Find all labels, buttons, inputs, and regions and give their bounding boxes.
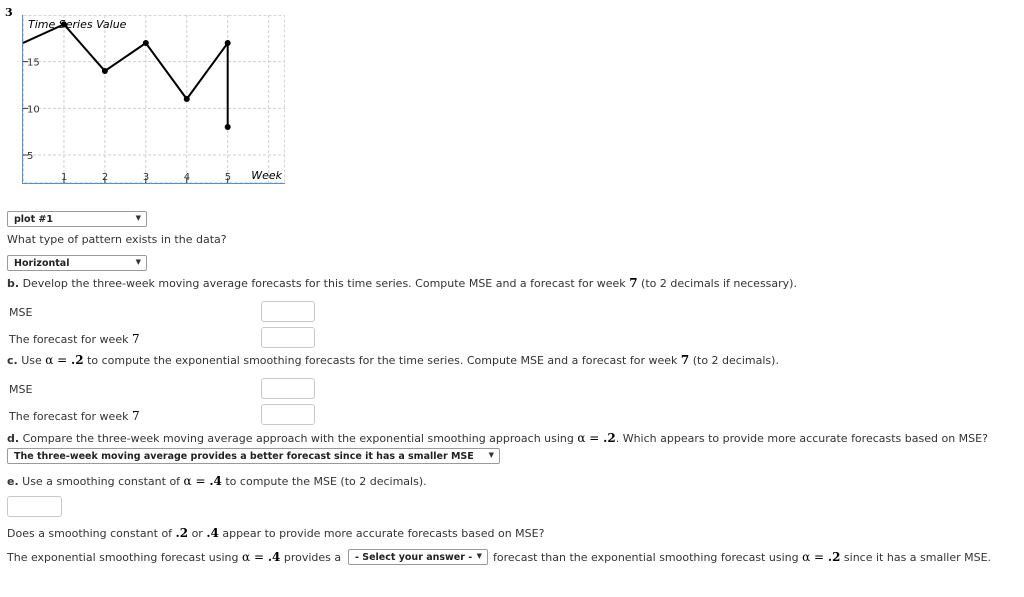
plot-select[interactable] [7, 211, 147, 227]
part-b-text-after: (to 2 decimals if necessary). [637, 277, 797, 290]
part-e-s-value1: .4 [267, 550, 281, 564]
chevron-down-icon: ▼ [476, 552, 482, 560]
y-tick-label: 5 [27, 151, 34, 162]
plot-svg [23, 15, 285, 183]
data-point [225, 124, 231, 130]
part-c-alpha: α [45, 353, 54, 367]
chevron-down-icon: ▼ [488, 451, 494, 459]
part-e-q2-text: Does a smoothing constant of [7, 527, 176, 540]
part-c-forecast-label [9, 409, 140, 423]
x-axis-label: Week [251, 169, 282, 182]
part-e-s-mid: forecast than the exponential smoothing forecast using [493, 551, 803, 564]
part-e-statement-start [7, 550, 341, 564]
question-number: 3 [5, 6, 13, 19]
data-point [184, 96, 190, 102]
pattern-question: What type of pattern exists in the data? [7, 233, 227, 246]
part-e-s-provides: provides a [280, 551, 342, 564]
series-line [23, 24, 228, 127]
part-e-q2-value2: .4 [206, 526, 219, 540]
part-d-alpha-value: .2 [603, 431, 616, 445]
part-e-s-text: The exponential smoothing forecast using [7, 551, 243, 564]
x-tick-label: 5 [224, 172, 232, 183]
chart-title: Time Series Value [28, 18, 127, 31]
part-e-s-eq: = [250, 550, 268, 564]
part-e-s-value2: .2 [827, 550, 841, 564]
chevron-down-icon: ▼ [135, 214, 141, 222]
part-c-forecast-text: The forecast for week [9, 410, 132, 423]
part-b-week: 7 [629, 276, 638, 290]
part-c-forecast-week: 7 [131, 409, 140, 423]
part-c-mse-input[interactable] [261, 378, 315, 399]
part-e-select-value: - Select your answer - [355, 552, 473, 563]
part-e-s-after: since it has a smaller MSE. [840, 551, 992, 564]
part-d-question [7, 431, 988, 445]
part-e-text-after: to compute the MSE (to 2 decimals). [221, 475, 427, 488]
part-b-mse-input[interactable] [261, 301, 315, 322]
part-b-forecast-input[interactable] [261, 327, 315, 348]
chevron-down-icon: ▼ [135, 258, 141, 266]
part-e-compare-question [7, 526, 544, 540]
part-b-label: b. [7, 277, 20, 290]
part-e-q2-or: or [188, 527, 207, 540]
part-e-mse-input[interactable] [7, 496, 62, 517]
part-c-label: c. [7, 354, 18, 367]
part-c-question [7, 353, 779, 367]
part-e-text: Use a smoothing constant of [22, 475, 184, 488]
y-tick-label: 10 [27, 104, 40, 116]
plot-select-value: plot #1 [14, 214, 54, 225]
part-c-week: 7 [680, 353, 690, 367]
part-c-forecast-input[interactable] [261, 404, 315, 425]
part-c-mse-label: MSE [9, 383, 33, 396]
part-b-forecast-label [9, 332, 140, 346]
plot-border [24, 16, 285, 183]
part-e-q2-text-after: appear to provide more accurate forecasts based on MSE? [218, 527, 545, 540]
part-e-label: e. [7, 475, 19, 488]
part-b-forecast-text: The forecast for week [9, 333, 132, 346]
part-c-text-after: (to 2 decimals). [689, 354, 779, 367]
pattern-select-value: Horizontal [14, 258, 70, 269]
part-b-mse-label: MSE [9, 306, 33, 319]
part-d-text-after: . Which appears to provide more accurate forecasts based on MSE? [615, 432, 988, 445]
data-point [143, 40, 149, 46]
part-d-alpha: α [577, 431, 586, 445]
part-d-text: Compare the three-week moving average approach with the exponential smoothing approach using [22, 432, 578, 445]
part-d-select-value: The three-week moving average provides a better forecast since it has a smaller MSE [14, 451, 474, 462]
part-e-alpha: α [183, 474, 192, 488]
x-tick-label: 2 [101, 172, 109, 183]
x-tick-label: 1 [60, 172, 68, 183]
data-point [102, 68, 108, 74]
x-tick-label: 4 [183, 172, 191, 183]
x-tick-label: 3 [142, 172, 150, 183]
part-e-question [7, 474, 427, 488]
part-c-eq: = [53, 353, 72, 367]
part-c-alpha-value: .2 [71, 353, 84, 367]
part-d-label: d. [7, 432, 20, 445]
data-point [225, 40, 231, 46]
part-d-eq: = [585, 431, 604, 445]
part-e-statement-end [493, 550, 991, 564]
y-tick-label: 15 [27, 57, 40, 69]
part-b-text: Develop the three-week moving average forecasts for this time series. Compute MSE and a forecast for week [22, 277, 630, 290]
part-e-s-alpha: α [242, 550, 251, 564]
time-series-plot [22, 15, 285, 184]
part-b-forecast-week: 7 [131, 332, 140, 346]
part-c-use: Use [21, 354, 46, 367]
part-b-question [7, 276, 797, 290]
part-e-q2-value1: .2 [175, 526, 189, 540]
part-c-text: to compute the exponential smoothing forecasts for the time series. Compute MSE and a forecast for week [83, 354, 681, 367]
part-e-alpha-value: .4 [209, 474, 222, 488]
part-e-select[interactable] [348, 549, 488, 565]
part-e-s-alpha2: α [802, 550, 811, 564]
part-e-s-eq2: = [810, 550, 828, 564]
part-d-select[interactable] [7, 448, 500, 464]
pattern-select[interactable] [7, 255, 147, 271]
part-e-eq: = [191, 474, 210, 488]
